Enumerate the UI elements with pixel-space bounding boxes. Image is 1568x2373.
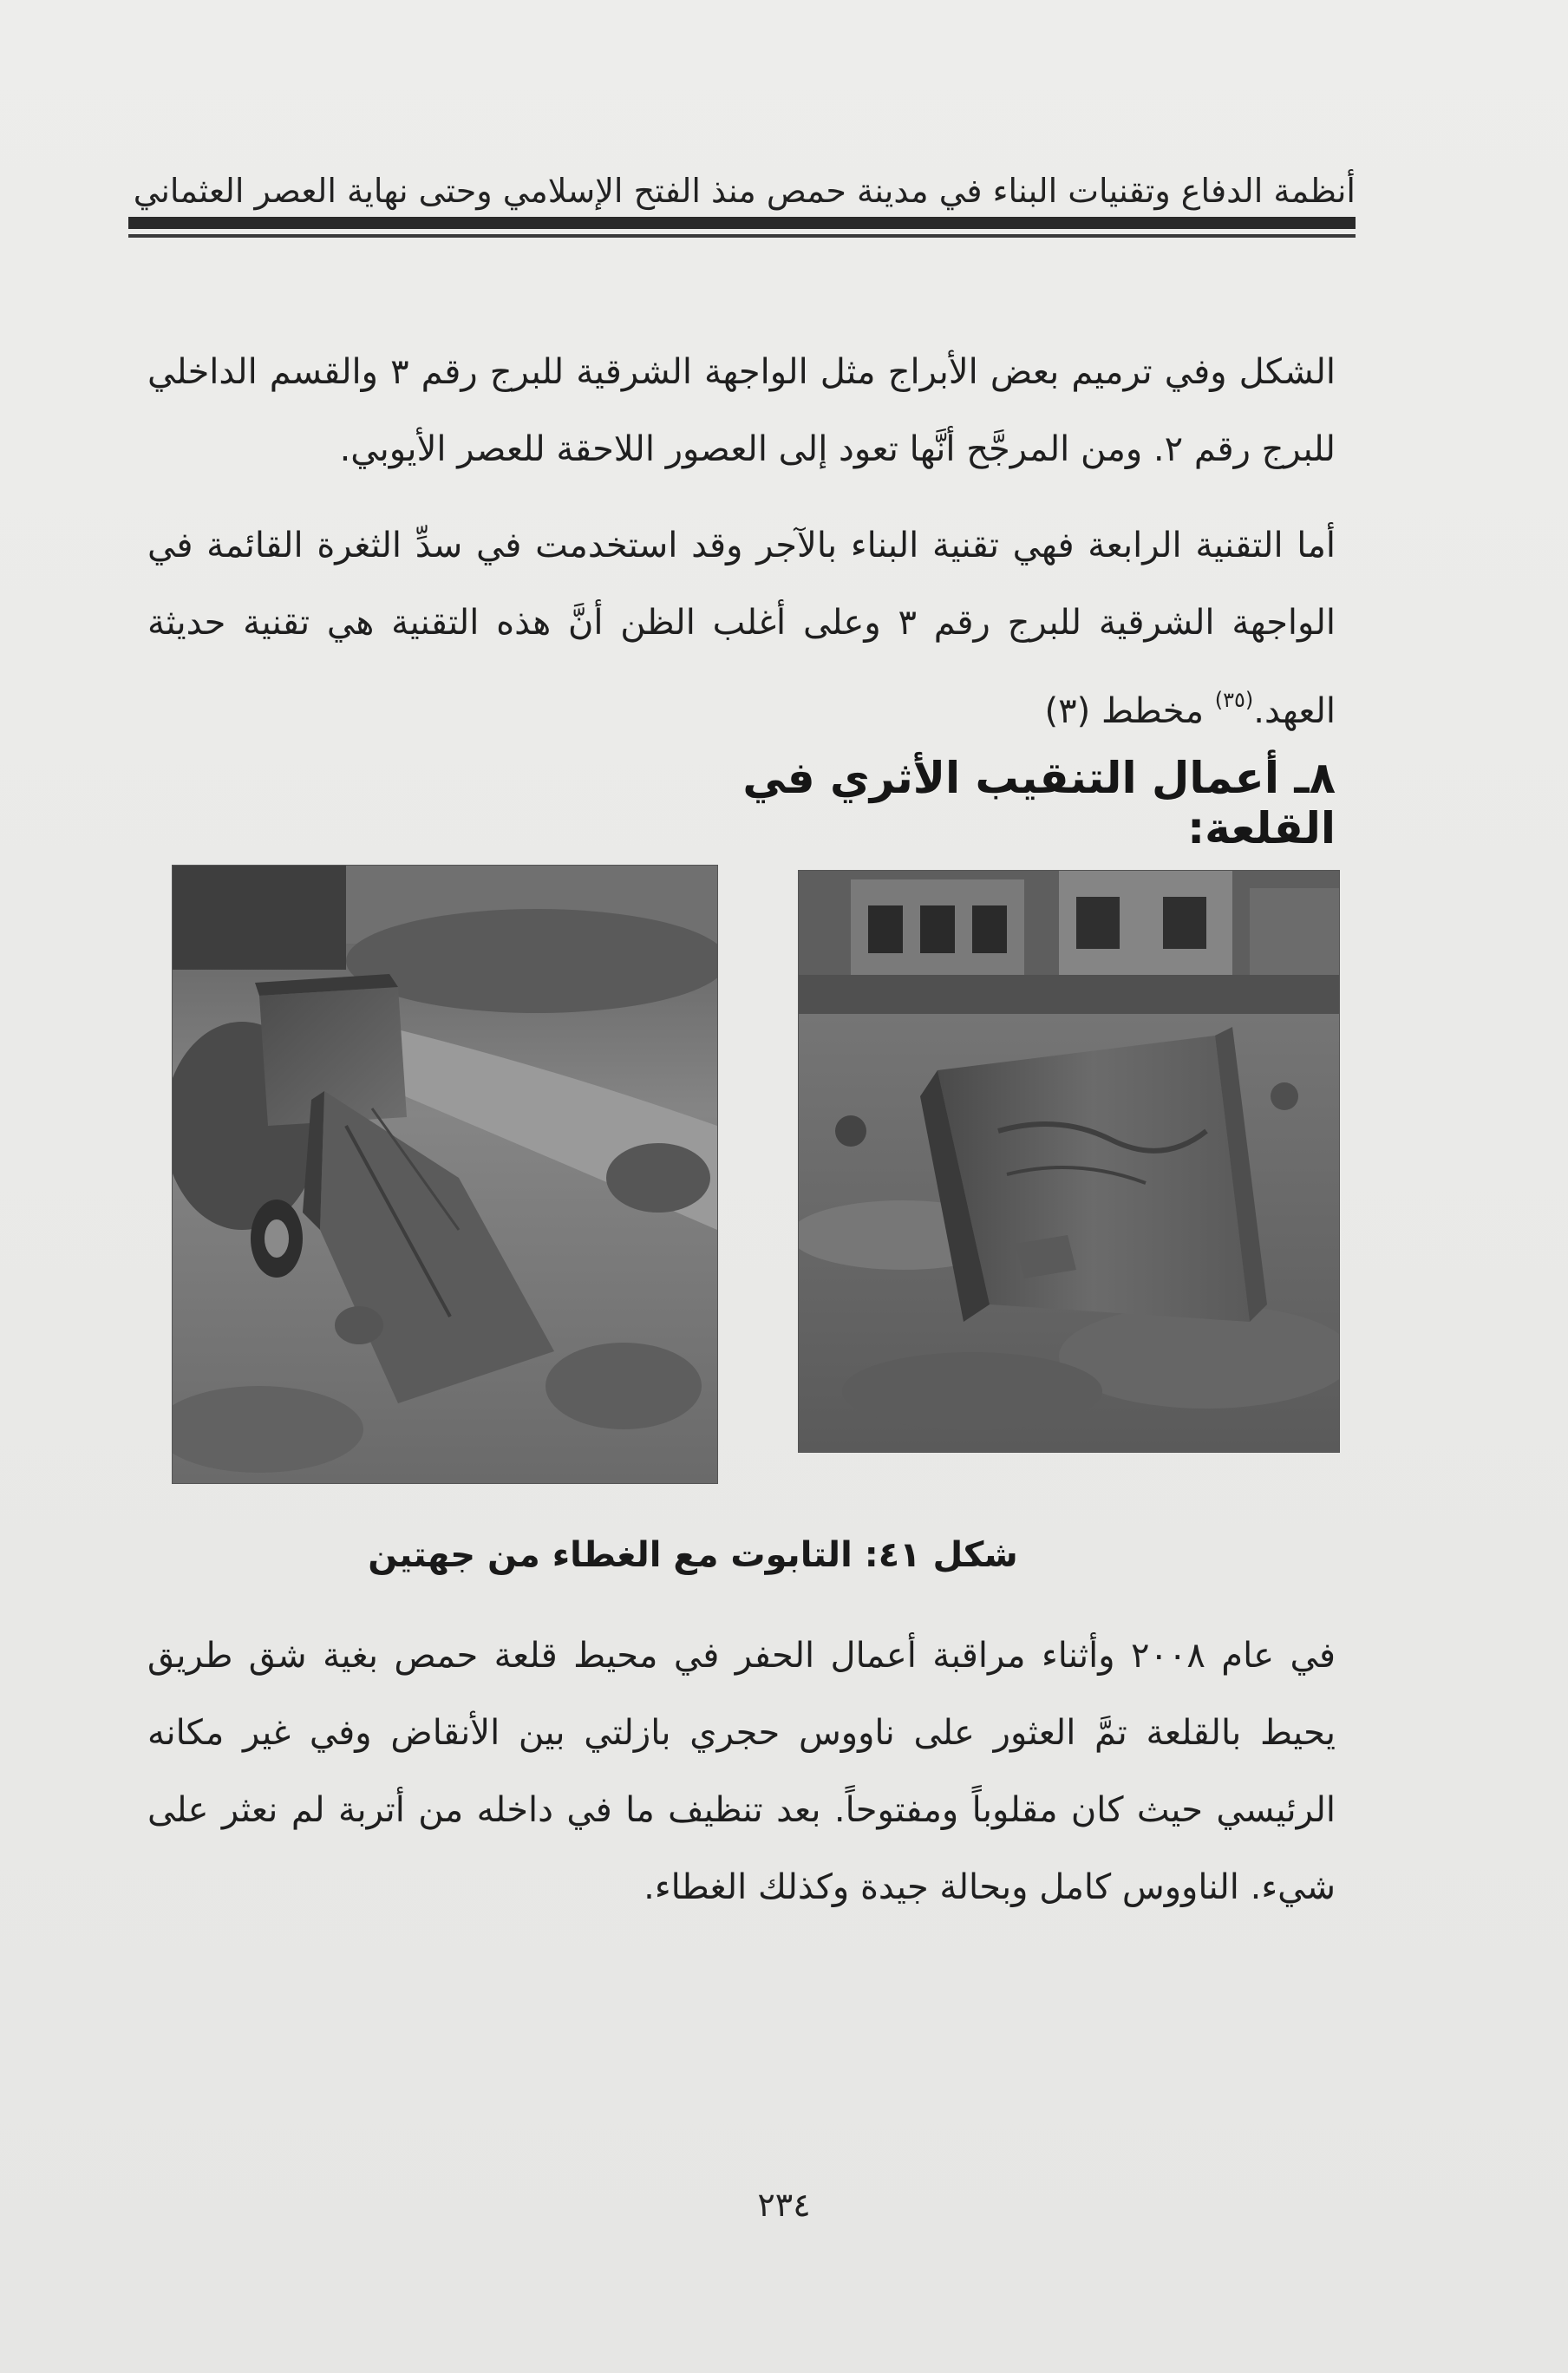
page-number: ٢٣٤ — [757, 2186, 811, 2224]
paragraph-restoration: الشكل وفي ترميم بعض الأبراج مثل الواجهة الشرقية للبرج رقم ٣ والقسم الداخلي للبرج رقم ٢. ومن المرجَّح أنَّها تعود إلى العصور اللاحقة للعصر الأيوبي. — [147, 352, 1336, 469]
footnote-ref: (٣٥) — [1214, 688, 1254, 712]
paragraph-brick-text: أما التقنية الرابعة فهي تقنية البناء بالآجر وقد استخدمت في سدِّ الثغرة القائمة في الواجهة الشرقية للبرج رقم ٣ وعلى أغلب الظن أنَّ هذه التقنية هي تقنية حديثة العهد. — [147, 526, 1336, 731]
header-rule-thick — [128, 217, 1356, 229]
figure-caption: شكل ٤١: التابوت مع الغطاء من جهتين — [368, 1535, 1018, 1575]
paragraph-excavation: في عام ٢٠٠٨ وأثناء مراقبة أعمال الحفر في محيط قلعة حمص بغية شق طريق يحيط بالقلعة تمَّ العثور على ناووس حجري بازلتي بين الأنقاض وفي غير مكانه الرئيسي حيث كان مقلوباً ومفتوحاً. بعد تنظيف ما في داخله من أتربة لم نعثر على شيء. الناووس كامل وبحالة جيدة وكذلك الغطاء. — [147, 1636, 1336, 1907]
plan-reference: مخطط (٣) — [1044, 691, 1204, 731]
photo-sarcophagus-box — [172, 865, 718, 1484]
running-head: أنظمة الدفاع وتقنيات البناء في مدينة حمص منذ الفتح الإسلامي وحتى نهاية العصر العثماني — [133, 172, 1356, 210]
photo-sarcophagus-lid — [798, 870, 1340, 1453]
section-heading: ٨ـ أعمال التنقيب الأثري في القلعة: — [742, 753, 1336, 853]
header-rule-thin — [128, 234, 1356, 238]
paragraph-brick-technique — [147, 507, 1336, 750]
